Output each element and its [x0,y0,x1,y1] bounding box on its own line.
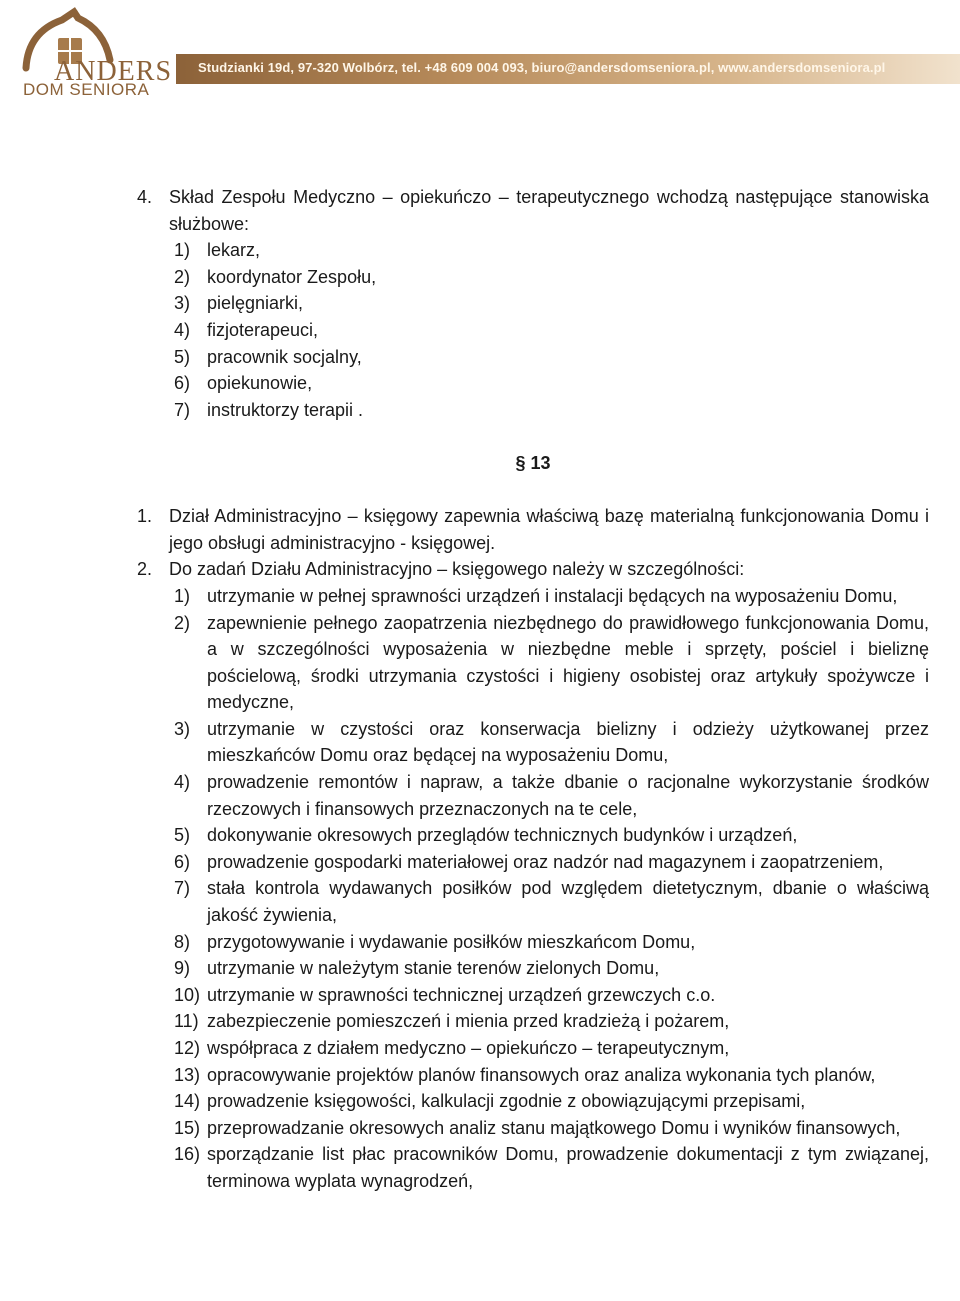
list-number: 5) [174,346,191,367]
page-header [0,0,960,110]
contact-info: Studzianki 19d, 97-320 Wolbórz, tel. +48 609 004 093, biuro@andersdomseniora.pl, www.andersdomseniora.pl [198,60,886,75]
list-item [137,1141,929,1194]
list-number: 6) [174,851,191,872]
list-number: 13) [174,1064,201,1085]
tasks-list [137,583,929,1195]
list-text: przygotowywanie i wydawanie posiłków mieszkańcom Domu, [207,931,696,952]
list-item [137,264,929,291]
list-item [137,849,929,876]
list-text: prowadzenie gospodarki materiałowej oraz nadzór nad magazynem i zaopatrzeniem, [207,851,884,872]
list-number: 1) [174,585,191,606]
list-item [137,370,929,397]
list-text: opracowywanie projektów planów finansowych oraz analiza wykonania tych planów, [207,1064,876,1085]
list-text: dokonywanie okresowych przeglądów technicznych budynków i urządzeń, [207,825,798,846]
logo-text-dom-seniora: DOM SENIORA [23,80,150,99]
contact-bar [176,54,960,84]
list-number: 4) [174,319,191,340]
list-text: sporządzanie list płac pracowników Domu, prowadzenie dokumentacji z tym związanej, terminowa wyplata wynagrodzeń, [207,1144,929,1191]
list-text: opiekunowie, [207,373,313,394]
paragraph-1 [137,503,929,556]
list-item [137,982,929,1009]
section-number: 13 [530,452,551,473]
list-number: 3) [174,718,191,739]
list-text: prowadzenie remontów i napraw, a także dbanie o racjonalne wykorzystanie środków rzeczowych i finansowych przeznaczonych na te cele, [207,772,929,819]
list-item [137,769,929,822]
list-item [137,344,929,371]
list-text: współpraca z działem medyczno – opiekuńczo – terapeutycznym, [207,1038,730,1058]
list-item [137,1088,929,1115]
paragraph-number: 1. [137,506,153,527]
list-number: 4) [174,772,191,793]
paragraph-text: Do zadań Działu Administracyjno – księgowego należy w szczególności: [169,559,745,580]
list-item [137,1008,929,1035]
list-number: 1) [174,240,191,261]
list-text: pielęgniarki, [207,293,304,314]
list-number: 3) [174,293,191,314]
list-number: 6) [174,373,191,394]
list-number: 7) [174,399,191,420]
paragraph-4 [137,184,929,237]
list-number: 2) [174,266,191,287]
list-text: stała kontrola wydawanych posiłków pod względem dietetycznym, dbanie o właściwą jakość żywienia, [207,878,929,926]
paragraph-text: Skład Zespołu Medyczno – opiekuńczo – terapeutycznego wchodzą następujące stanowiska służbowe: [169,187,929,234]
anders-logo [18,4,178,100]
list-text: instruktorzy terapii . [207,399,364,420]
list-item [137,716,929,769]
logo-text-anders: ANDERS [54,56,173,87]
list-item [137,955,929,982]
paragraph-text: Dział Administracyjno – księgowy zapewnia właściwą bazę materialną funkcjonowania Domu i jego obsługi administracyjno - księgowej. [169,506,929,553]
list-text: przeprowadzanie okresowych analiz stanu majątkowego Domu i wyników finansowych, [207,1117,901,1138]
list-text: utrzymanie w należytym stanie terenów zielonych Domu, [207,958,660,979]
staff-list [137,237,929,423]
list-text: koordynator Zespołu, [207,266,377,287]
list-item [137,929,929,956]
list-number: 9) [174,958,191,979]
list-text: pracownik socjalny, [207,346,362,367]
list-text: utrzymanie w sprawności technicznej urządzeń grzewczych c.o. [207,984,716,1005]
list-text: utrzymanie w pełnej sprawności urządzeń i instalacji będących na wyposażeniu Domu, [207,585,898,606]
list-number: 11) [174,1011,199,1032]
section-heading [137,450,929,477]
list-item [137,822,929,849]
list-number: 14) [174,1091,201,1112]
paragraph-2 [137,556,929,583]
list-text: prowadzenie księgowości, kalkulacji zgodnie z obowiązującymi przepisami, [207,1091,806,1112]
list-item [137,290,929,317]
list-number: 15) [174,1117,201,1138]
list-item [137,397,929,424]
list-text: fizjoterapeuci, [207,319,319,340]
list-text: zabezpieczenie pomieszczeń i mienia przed kradzieżą i pożarem, [207,1011,730,1032]
list-text: zapewnienie pełnego zaopatrzenia niezbędnego do prawidłowego funkcjonowania Domu, a w szczególności wyposażenia w niezbędne meble i sprzęty, pościel i bieliznę pościelową, środki utrzymania czystości i higieny osobistej oraz artykuły spożywcze i medyczne, [207,612,929,713]
list-item [137,237,929,264]
list-number: 7) [174,878,191,899]
list-number: 2) [174,612,191,633]
list-number: 8) [174,931,191,952]
list-item [137,610,929,716]
list-number: 10) [174,984,201,1005]
list-text: lekarz, [207,240,261,261]
list-item [137,1115,929,1142]
list-item [137,1035,929,1062]
list-item [137,317,929,344]
list-number: 5) [174,825,191,846]
list-text: utrzymanie w czystości oraz konserwacja bielizny i odzieży użytkowanej przez mieszkańców Domu oraz będącej na wyposażeniu Domu, [207,718,929,766]
paragraph-number: 2. [137,559,153,580]
list-item [137,875,929,928]
list-item [137,583,929,610]
document-body [137,184,929,1195]
list-item [137,1062,929,1089]
paragraph-number: 4. [137,187,153,207]
list-number: 16) [174,1144,201,1165]
list-number: 12) [174,1038,201,1058]
section-symbol: § [515,452,526,473]
